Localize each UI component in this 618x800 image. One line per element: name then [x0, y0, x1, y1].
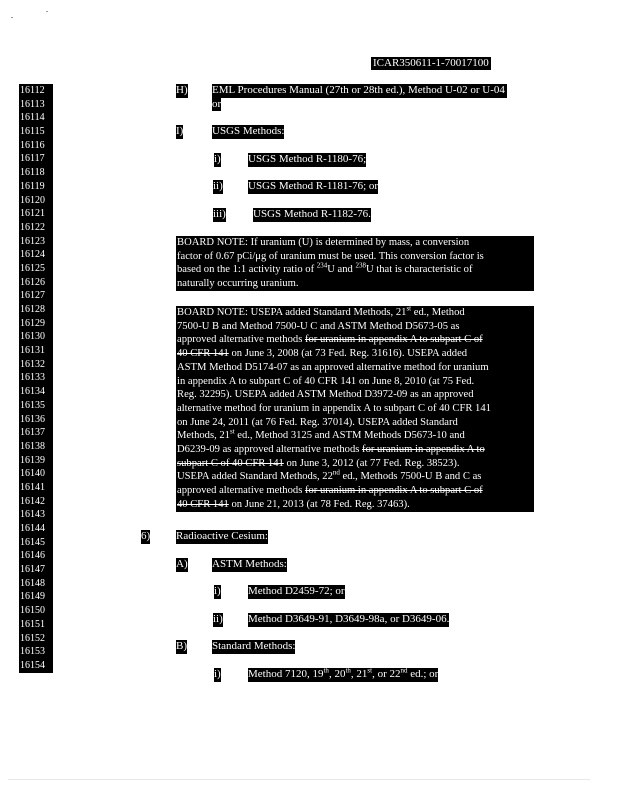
line-number: 16122 [19, 221, 53, 235]
text-run: ed., Method [411, 307, 465, 318]
line-number: 16123 [19, 235, 53, 249]
board-note-1-line: BOARD NOTE: If uranium (U) is determined by mass, a conversion [177, 237, 470, 248]
board-note-2-line: 7500-U B and Method 7500-U C and ASTM Method D5673-05 as [177, 320, 460, 332]
board-note-1-line: factor of 0.67 pCi/μg of uranium must be used. This conversion factor is [177, 250, 484, 262]
item-i-i-text: USGS Method R-1180-76; [248, 153, 367, 165]
line-number: 16146 [19, 549, 53, 563]
item-label-i-ii: ii) [213, 180, 223, 192]
superscript: 234 [316, 261, 328, 270]
struck-text: for uranium in appendix A to [362, 444, 485, 456]
board-note-usepa-additions [176, 306, 534, 512]
text-run: U and [327, 264, 356, 276]
board-note-1-line [177, 263, 533, 277]
document-id: ICAR350611-1-70017100 [373, 57, 489, 69]
board-note-2-line [177, 470, 533, 484]
item-label-i: I) [176, 125, 184, 137]
superscript: st [367, 666, 373, 675]
text-run: on June 3, 2008 (at 73 Fed. Reg. 31616). USEPA added [228, 348, 468, 360]
superscript: st [406, 304, 412, 313]
text-run: Method 7120, 19 [248, 668, 324, 680]
item-label-a: A) [176, 558, 188, 570]
text-run: on June 3, 2012 (at 77 Fed. Reg. 38523). [283, 457, 460, 469]
line-number: 16133 [19, 371, 53, 385]
line-number: 16121 [19, 207, 53, 221]
board-note-uranium-conversion [176, 236, 534, 291]
item-h-text-cont: or [212, 97, 222, 110]
line-number: 16141 [19, 481, 53, 495]
line-number: 16114 [19, 111, 53, 125]
text-run: , 21 [350, 668, 368, 680]
board-note-2-line [177, 484, 533, 498]
struck-text: 40 CFR 141 [177, 498, 229, 510]
struck-text: for uranium in appendix A to subpart C of [304, 334, 483, 346]
board-note-2-line: on June 24, 2011 (at 76 Fed. Reg. 37014). USEPA added Standard [177, 416, 458, 428]
superscript: 238 [355, 261, 366, 270]
text-run: BOARD NOTE: USEPA added Standard Methods, 21 [177, 307, 407, 318]
line-number: 16154 [19, 659, 53, 673]
text-run: Methods, 21 [177, 430, 230, 442]
superscript: th [323, 666, 329, 675]
line-number: 16147 [19, 563, 53, 577]
item-a-i-text: Method D2459-72; or [248, 585, 345, 597]
item-i-text: USGS Methods: [212, 125, 285, 137]
page-bottom-rule [8, 779, 590, 780]
line-number: 16130 [19, 330, 53, 344]
item-b-i-text [248, 668, 438, 682]
superscript: st [229, 427, 235, 436]
line-number: 16127 [19, 289, 53, 303]
line-number: 16129 [19, 317, 53, 331]
line-number: 16142 [19, 495, 53, 509]
text-run: ed., Method 3125 and ASTM Methods D5673-10 and [234, 430, 465, 442]
struck-text: for uranium in appendix A to subpart C of [304, 485, 483, 497]
superscript: th [345, 666, 351, 675]
line-number: 16152 [19, 632, 53, 646]
scan-mark [46, 11, 48, 12]
text-run: approved alternative methods [177, 485, 305, 497]
item-label-b-i: i) [214, 668, 221, 680]
line-number: 16135 [19, 399, 53, 413]
line-number: 16143 [19, 508, 53, 522]
board-note-2-line [177, 333, 533, 347]
text-run: on June 21, 2013 (at 78 Fed. Reg. 37463). [228, 498, 410, 510]
board-note-2-line [177, 457, 533, 471]
item-i-iii-text: USGS Method R-1182-76. [253, 208, 371, 220]
item-h-text: EML Procedures Manual (27th or 28th ed.), Method U-02 or U-04 [212, 84, 505, 96]
line-number: 16117 [19, 152, 53, 166]
item-label-i-i: i) [214, 153, 221, 165]
item-i-ii-text: USGS Method R-1181-76; or [248, 180, 379, 192]
board-note-2-line [177, 443, 533, 457]
scan-mark [11, 17, 13, 18]
text-run: approved alternative methods [177, 334, 305, 346]
line-number: 16137 [19, 426, 53, 440]
superscript: nd [400, 666, 408, 675]
line-number-column [19, 84, 53, 673]
line-number: 16148 [19, 577, 53, 591]
text-run: U that is characteristic of [366, 264, 473, 276]
line-number: 16132 [19, 358, 53, 372]
board-note-2-line [177, 306, 533, 320]
board-note-2-line [177, 429, 533, 443]
superscript: nd [332, 468, 340, 477]
line-number: 16128 [19, 303, 53, 317]
line-number: 16113 [19, 98, 53, 112]
line-number: 16150 [19, 604, 53, 618]
line-number: 16124 [19, 248, 53, 262]
line-number: 16149 [19, 590, 53, 604]
line-number: 16131 [19, 344, 53, 358]
text-run: USEPA added Standard Methods, 22 [177, 471, 333, 483]
board-note-2-line: Reg. 32295). USEPA added ASTM Method D3972-09 as an approved [177, 389, 474, 401]
text-run: ed., Methods 7500-U B and C as [339, 471, 482, 483]
item-label-a-i: i) [214, 585, 221, 597]
line-number: 16119 [19, 180, 53, 194]
item-label-b: B) [176, 640, 187, 652]
line-number: 16151 [19, 618, 53, 632]
item-label-a-ii: ii) [213, 613, 223, 625]
struck-text: subpart C of 40 CFR 141 [177, 457, 284, 469]
item-label-i-iii: iii) [213, 208, 226, 220]
line-number: 16136 [19, 413, 53, 427]
line-number: 16138 [19, 440, 53, 454]
text-run: , 20 [328, 668, 346, 680]
line-number: 16116 [19, 139, 53, 153]
item-label-6: 6) [141, 530, 151, 542]
text-run: , or 22 [372, 668, 401, 680]
line-number: 16120 [19, 194, 53, 208]
line-number: 16139 [19, 454, 53, 468]
item-label-h: H) [176, 84, 188, 96]
struck-text: 40 CFR 141 [177, 348, 229, 360]
item-6-text: Radioactive Cesium: [176, 530, 268, 542]
board-note-2-line: alternative method for uranium in appendix A to subpart C of 40 CFR 141 [177, 402, 491, 414]
line-number: 16125 [19, 262, 53, 276]
line-number: 16112 [19, 84, 53, 98]
board-note-2-line [177, 498, 533, 512]
line-number: 16134 [19, 385, 53, 399]
item-a-text: ASTM Methods: [212, 558, 287, 570]
line-number: 16126 [19, 276, 53, 290]
board-note-1-line: naturally occurring uranium. [177, 278, 299, 290]
text-run: ed.; or [407, 668, 439, 680]
board-note-2-line [177, 347, 533, 361]
line-number: 16144 [19, 522, 53, 536]
text-run: based on the 1:1 activity ratio of [177, 264, 317, 276]
item-b-text: Standard Methods: [212, 640, 296, 652]
item-a-ii-text: Method D3649-91, D3649-98a, or D3649-06. [248, 613, 450, 625]
line-number: 16115 [19, 125, 53, 139]
board-note-2-line: in appendix A to subpart C of 40 CFR 141 on June 8, 2010 (at 75 Fed. [177, 375, 475, 387]
line-number: 16145 [19, 536, 53, 550]
board-note-2-line: ASTM Method D5174-07 as an approved alternative method for uranium [177, 361, 489, 373]
line-number: 16140 [19, 467, 53, 481]
text-run: D6239-09 as approved alternative methods [177, 444, 363, 456]
line-number: 16118 [19, 166, 53, 180]
line-number: 16153 [19, 645, 53, 659]
